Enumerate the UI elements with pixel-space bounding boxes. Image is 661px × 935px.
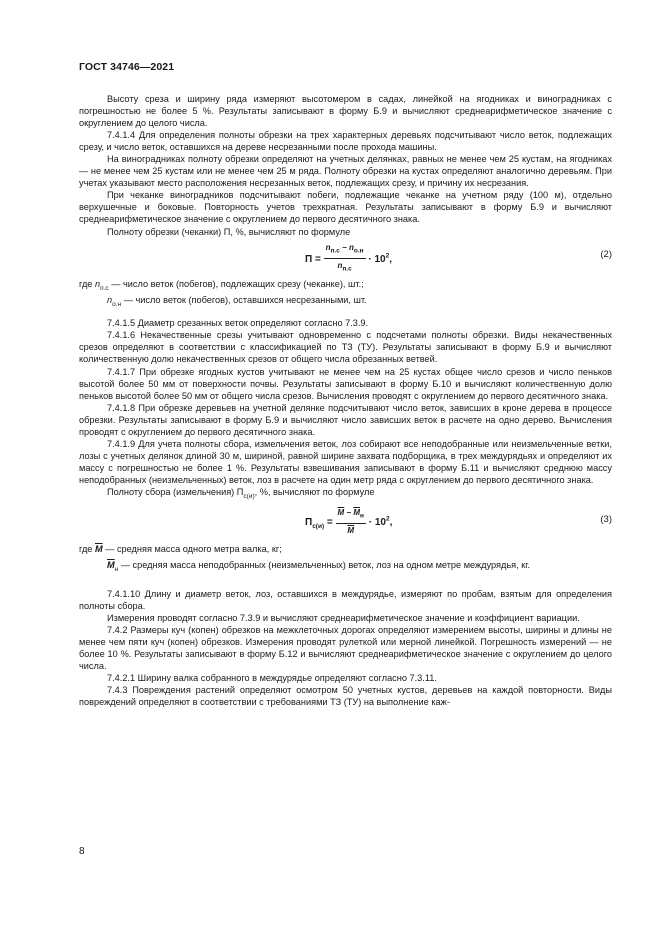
paragraph: 7.4.3 Повреждения растений определяют осмотром 50 учетных кустов, деревьев на каждой повторности. Виды повреждений определяют в соответствии с требованиями ТЗ (ТУ) на выполнение каж- [79,685,612,708]
paragraph: При чеканке виноградников подсчитывают побеги, подлежащие чеканке на учетном ряду (100 м), отдельно верхушечные и боковые. Повторность учетов трехкратная. Результаты записывают в форму Б.9 и вычисляют среднеарифметическое значение с округлением до первого десятичного знака. [79,190,612,225]
paragraph: 7.4.1.5 Диаметр срезанных веток определяют согласно 7.3.9. [107,318,369,329]
equation-number-3: (3) [600,513,612,525]
definition-line: $n_{о.н}$ — число веток (побегов), оставшихся несрезанными, шт. [107,295,367,309]
formula-2 [79,242,612,272]
definition-line: где $\overline{M}$ — средняя масса одного метра валка, кг; [79,543,282,554]
paragraph: На виноградниках полноту обрезки определяют на учетных делянках, равных не менее чем 25 кустам, на ягодниках — не менее чем 25 кустам или не менее чем 25 м ряда. Полноту обрезки на кустах определяют аналогично деревьям. При учетах указывают место расположения несрезанных веток, подлежащих срезу, и причину их несрезания. [79,154,612,189]
paragraph: 7.4.2 Размеры куч (копен) обрезков на межклеточных дорогах определяют измерением высоты, ширины и длины не менее чем пяти куч (копен) обрезков. Измерения проводят рулеткой или мерной линейкой. Погрешность измерений — не более 10 %. Результаты записывают в форму Б.12 и вычисляют среднеарифметическое значение с округлением до целого числа. [79,624,612,672]
paragraph: 7.4.1.6 Некачественные срезы учитывают одновременно с подсчетами полноты обрезки. Виды некачественных срезов определяют в соответствии с классификацией по ТЗ (ТУ). Результаты записывают в форму Б.9 и вычисляют количественную долю некачественных срезов от общего числа обрезанных ветвей. [79,330,612,365]
paragraph: Высоту среза и ширину ряда измеряют высотомером в садах, линейкой на ягодниках и виноградниках с погрешностью не более 5 %. Результаты записывают в форму Б.9 и вычисляют среднеарифметическое значение с округлением до целого числа. [79,94,612,129]
paragraph: 7.4.1.4 Для определения полноты обрезки на трех характерных деревьях подсчитывают число веток, подлежащих срезу, и число веток, оставшихся на дереве несрезанными после прохода машины. [79,130,612,153]
paragraph: 7.4.1.9 Для учета полноты сбора, измельчения веток, лоз собирают все неподобранные или неизмельченные ветки, лозы с учетных делянок длиной 30 м, шириной, равной ширине захвата подборщика, в трех междурядьях и определяют их массу с погрешностью не более 1 %. Результаты взвешивания записывают в форму Б.11 и вычисляют среднюю массу неподобранных (неизмельченных) веток, лоз в расчете на один метр ряда с округлением до первого десятичного знака. [79,438,612,485]
definition-line: $\overline{M}_н$ — средняя масса неподобранных (неизмельченных) веток, лоз на одном метре междурядья, кг. [107,559,531,573]
paragraph: Измерения проводят согласно 7.3.9 и вычисляют среднеарифметическое значение и коэффициент вариации. [107,612,580,623]
paragraph: 7.4.1.7 При обрезке ягодных кустов учитывают не менее чем на 25 кустах общее число срезов и число пеньков высотой более 50 мм от поверхности почвы. Результаты записывают в форму Б.10 и вычисляют количественную долю пеньков высотой более 50 мм от общего числа срезов. Вычисления проводят с округлением до первого десятичного знака. [79,366,612,401]
page-number: 8 [79,846,85,857]
paragraph: 7.4.2.1 Ширину валка собранного в междурядье определяют согласно 7.3.11. [107,673,437,684]
formula-3-expression: $П_{с(и)}$ = $\frac{\overline{M} - \overline{M}_н}{M}$ · $10^2$, [305,507,392,538]
formula-2-expression: П = $\frac{n_{п.с} - n_{о.н}}{n_{п.с}}$ · $10^2$, [305,242,392,276]
page-body [79,93,612,708]
formula-3 [79,507,612,537]
formula-2-fraction: $\frac{n_{п.с} - n_{о.н}}{n_{п.с}}$ [325,242,364,273]
formula-2-definitions [79,278,612,312]
paragraph: 7.4.1.10 Длину и диаметр веток, лоз, оставшихся в междурядье, измеряют по пробам, взятым для определения полноты сбора. [79,588,612,611]
paragraph: Полноту обрезки (чеканки) П, %, вычисляют по формуле [107,226,351,237]
definition-line: где $n_{п.с}$ — число веток (побегов), подлежащих срезу (чеканке), шт.; [79,278,364,292]
formula-3-definitions [79,543,612,576]
document-header: ГОСТ 34746—2021 [79,61,175,73]
equation-number-2: (2) [600,248,612,260]
formula-3-fraction: $\frac{\overline{M} - \overline{M}_н}{M}$ [337,507,364,536]
paragraph: Полноту сбора (измельчения) $П_{с(и)}$, %, вычисляют по формуле [107,486,375,500]
paragraph: 7.4.1.8 При обрезке деревьев на учетной делянке подсчитывают число веток, зависших в кроне дерева в процессе обрезки. Результаты записывают в форму Б.9 и вычисляют число зависших веток в расчете на одно дерево. Вычисления проводят с округлением до первого десятичного знака. [79,402,612,437]
